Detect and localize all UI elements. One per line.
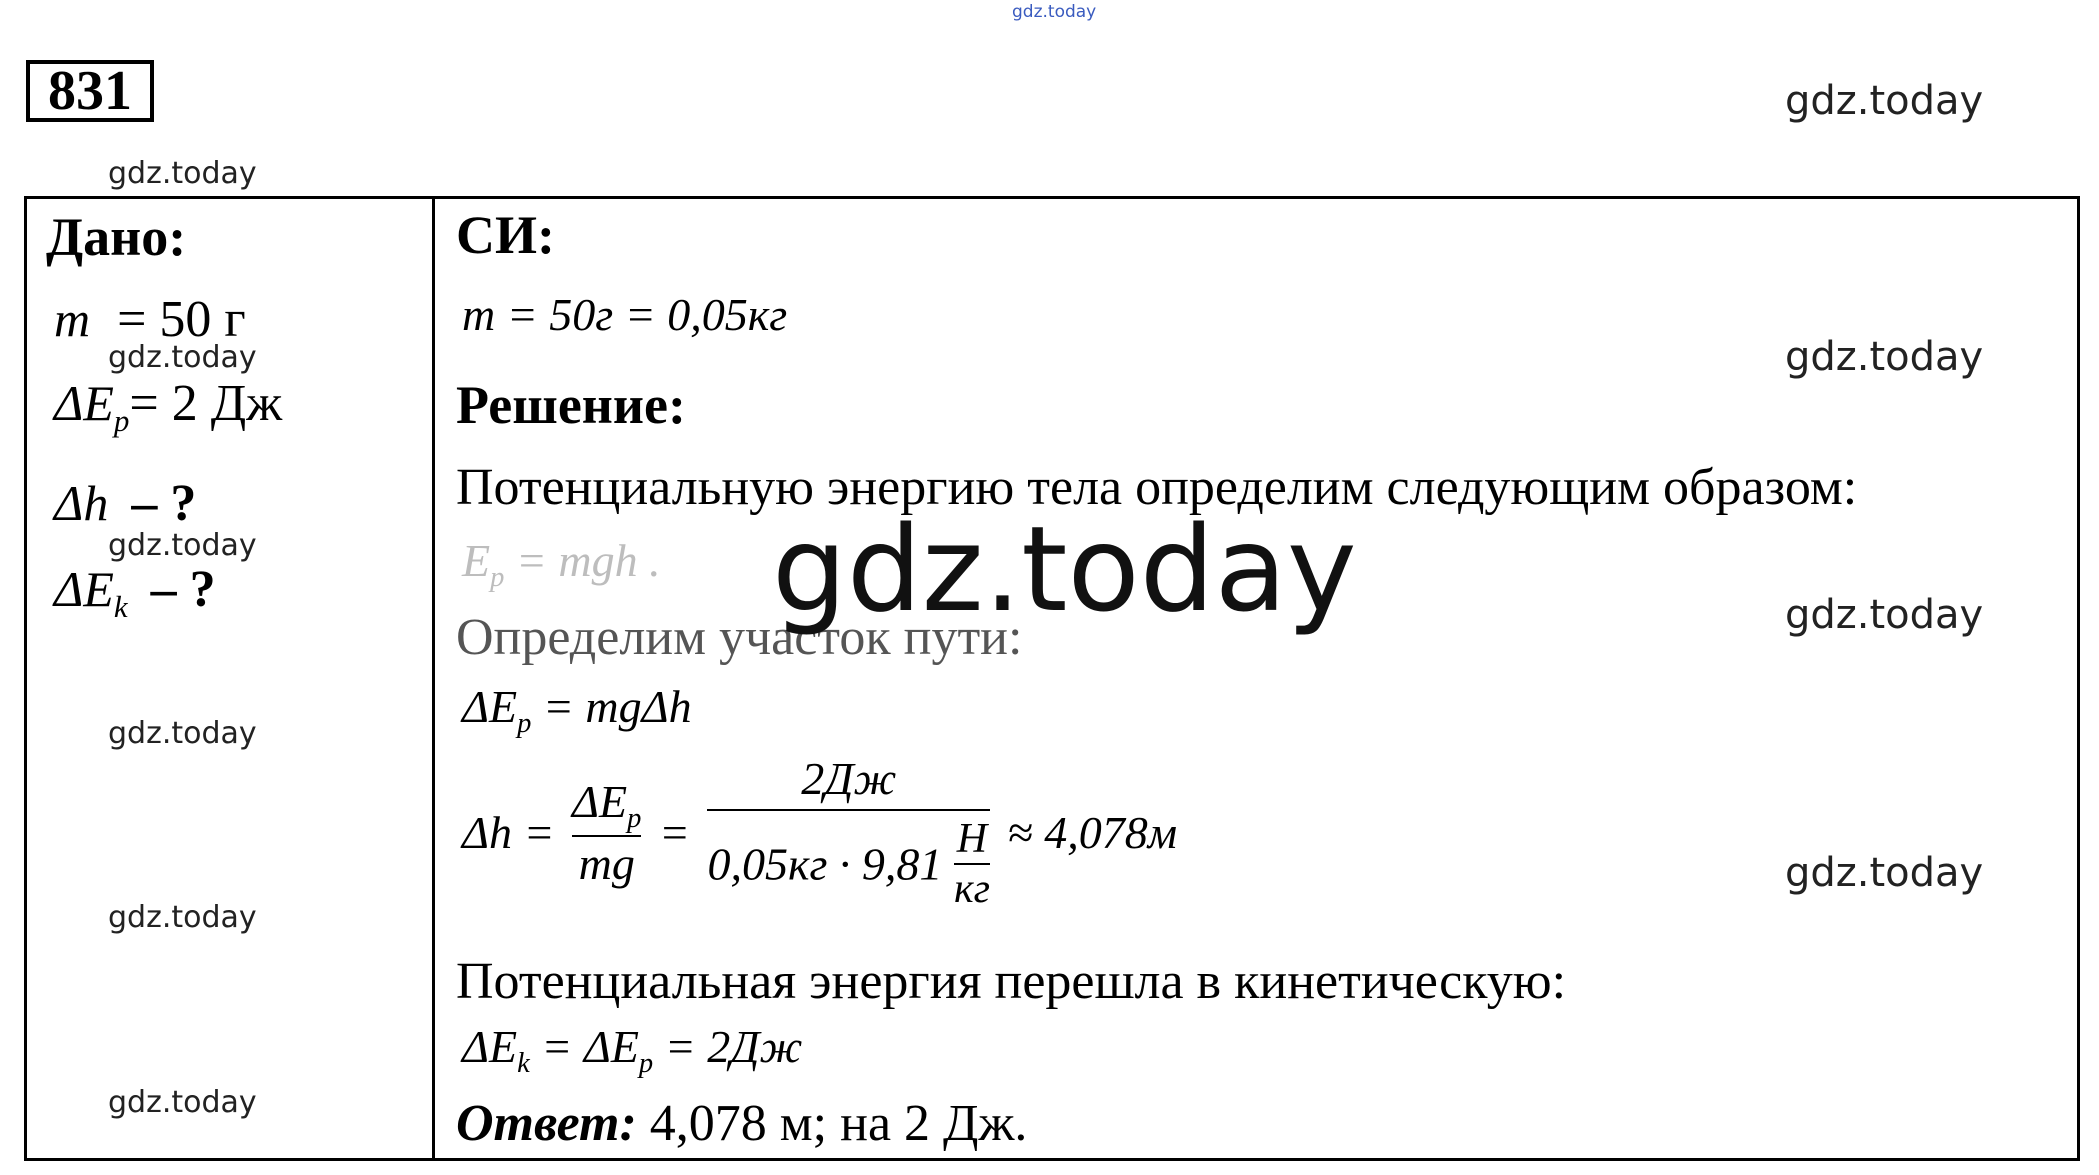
formula-delta-potential: $\Delta E_p = mg\Delta h$ (462, 681, 692, 739)
given-potential-energy: $\Delta E_p= 2$ Дж (54, 375, 283, 438)
solution-line-2: Определим участок пути: (456, 609, 1023, 666)
fraction-numeric: 2Дж 0,05кг · 9,81 $\frac{Н}{кг}$ (707, 753, 990, 912)
watermark-right-3: gdz.today (1785, 850, 1984, 896)
column-divider (432, 196, 435, 1161)
given-heading: Дано: (46, 207, 187, 267)
given-mass: m = 50 г (54, 291, 246, 348)
si-conversion: m = 50г = 0,05кг (462, 289, 788, 340)
watermark-left-3: gdz.today (108, 716, 257, 751)
watermark-right-2: gdz.today (1785, 592, 1984, 638)
watermark-left-5: gdz.today (108, 1085, 257, 1120)
watermark-center-big: gdz.today (772, 500, 1357, 638)
watermark-top: gdz.today (1012, 2, 1097, 22)
formula-potential-energy: $E_p$ = mgh . (462, 535, 661, 593)
watermark-header-right: gdz.today (1785, 78, 1984, 124)
solution-heading: Решение: (456, 375, 686, 435)
fraction-unit: $\frac{Н}{кг}$ (953, 816, 990, 912)
solution-table (24, 196, 2080, 1161)
solution-line-1: Потенциальную энергию тела определим следующим образом: (456, 459, 1858, 516)
solution-line-3: Потенциальная энергия перешла в кинетическую: (456, 953, 1567, 1010)
formula-height: Δh = $\frac{\Delta E_p}{mg}$ = 2Дж 0,05кг · 9,81 $\frac{Н}{кг}$ ≈ 4,078м (462, 753, 1178, 912)
watermark-right-1: gdz.today (1785, 334, 1984, 380)
answer: Ответ: 4,078 м; на 2 Дж. (456, 1095, 1028, 1152)
watermark-left-2: gdz.today (108, 528, 257, 563)
formula-kinetic-energy: $\Delta E_k = \Delta E_p = 2Дж$ (462, 1021, 803, 1079)
watermark-below-header: gdz.today (108, 156, 257, 191)
given-unknown-height: Δh – ? (54, 475, 197, 532)
si-heading: СИ: (456, 205, 555, 265)
watermark-left-4: gdz.today (108, 900, 257, 935)
fraction-energy-over-mg: $\frac{\Delta E_p}{mg}$ (572, 776, 642, 889)
watermark-left-1: gdz.today (108, 340, 257, 375)
problem-number: 831 (26, 60, 154, 122)
given-unknown-kinetic: $\Delta E_k$ – ? (54, 561, 216, 624)
